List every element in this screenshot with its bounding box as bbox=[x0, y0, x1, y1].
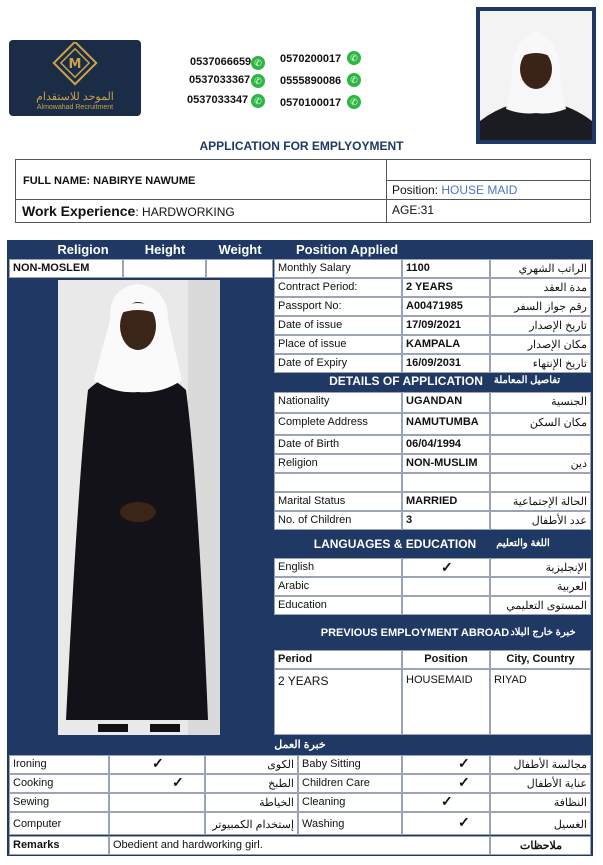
skill-check bbox=[109, 812, 205, 835]
religion-value: NON-MOSLEM bbox=[9, 259, 123, 278]
whatsapp-icon: ✆ bbox=[347, 73, 361, 87]
height-value bbox=[123, 259, 206, 278]
skill-label: Washing bbox=[298, 812, 402, 835]
contract-label-ar: تاريخ الإنتهاء bbox=[490, 354, 591, 373]
position-value: HOUSE MAID bbox=[441, 183, 518, 197]
language-label-ar: الإنجليزية bbox=[490, 558, 591, 577]
contract-label-ar: مدة العقد bbox=[490, 278, 591, 297]
contract-label: Date of issue bbox=[274, 316, 402, 335]
position-applied-header: Position Applied bbox=[295, 242, 399, 257]
weight-value bbox=[206, 259, 273, 278]
logo-latin-text: Almowahad Recruitment bbox=[36, 104, 114, 111]
position-field bbox=[392, 183, 517, 197]
contract-label: Place of issue bbox=[274, 335, 402, 354]
contract-label: Contract Period: bbox=[274, 278, 402, 297]
phone-number: 0570200017 bbox=[280, 53, 342, 65]
form-title: APPLICATION FOR EMPLYOYMENT bbox=[199, 139, 404, 153]
skill-label-ar: مجالسة الأطفال bbox=[490, 755, 591, 774]
prev-period-value: 2 YEARS bbox=[274, 669, 402, 735]
age-value: AGE:31 bbox=[392, 203, 435, 217]
detail-label: Marital Status bbox=[274, 492, 402, 511]
whatsapp-icon: ✆ bbox=[251, 56, 265, 70]
phone-number: 0537033367 bbox=[189, 74, 251, 86]
checkmark-icon: ✓ bbox=[458, 755, 470, 771]
detail-value: 06/04/1994 bbox=[402, 435, 490, 454]
detail-value: 3 bbox=[402, 511, 490, 530]
detail-label-ar: عدد الأطفال bbox=[490, 511, 591, 530]
language-label: English bbox=[274, 558, 402, 577]
prev-period-header: Period bbox=[274, 650, 402, 669]
checkmark-icon: ✓ bbox=[458, 814, 470, 830]
phone-number: 0537066659 bbox=[190, 56, 252, 68]
whatsapp-icon: ✆ bbox=[347, 95, 361, 109]
languages-title: LANGUAGES & EDUCATION bbox=[313, 537, 477, 551]
skill-label: Baby Sitting bbox=[298, 755, 402, 774]
company-logo bbox=[9, 40, 141, 116]
detail-label: Date of Birth bbox=[274, 435, 402, 454]
contract-label-ar: تاريخ الإصدار bbox=[490, 316, 591, 335]
remarks-label-ar: ملاحظات bbox=[490, 836, 591, 855]
whatsapp-icon: ✆ bbox=[251, 94, 265, 108]
skill-label-ar: إستخدام الكمبيوتر bbox=[205, 812, 298, 835]
contract-value: 16/09/2031 bbox=[402, 354, 490, 373]
detail-label-ar bbox=[490, 435, 591, 454]
language-label: Education bbox=[274, 596, 402, 615]
detail-label: Complete Address bbox=[274, 413, 402, 435]
skill-label-ar: الكوى bbox=[205, 755, 298, 774]
previous-employment-title: PREVIOUS EMPLOYMENT ABROAD bbox=[320, 627, 510, 639]
skill-label: Cooking bbox=[9, 774, 109, 793]
skill-check bbox=[402, 774, 490, 793]
logo-arabic-text: الموحد للاستقدام bbox=[36, 91, 114, 103]
skill-label: Computer bbox=[9, 812, 109, 835]
whatsapp-icon: ✆ bbox=[251, 74, 265, 88]
detail-value bbox=[402, 473, 490, 492]
religion-header: Religion bbox=[57, 242, 109, 257]
checkmark-icon: ✓ bbox=[152, 755, 164, 771]
detail-label: No. of Children bbox=[274, 511, 402, 530]
contract-label: Date of Expiry bbox=[274, 354, 402, 373]
prev-city-value: RIYAD bbox=[490, 669, 591, 735]
whatsapp-icon: ✆ bbox=[347, 51, 361, 65]
work-experience-value: : HARDWORKING bbox=[135, 205, 235, 219]
language-check bbox=[402, 577, 490, 596]
detail-label-ar: الحالة الإجتماعية bbox=[490, 492, 591, 511]
contract-value: KAMPALA bbox=[402, 335, 490, 354]
skill-label: Sewing bbox=[9, 793, 109, 812]
contract-value: 2 YEARS bbox=[402, 278, 490, 297]
skill-check bbox=[109, 793, 205, 812]
skill-label: Children Care bbox=[298, 774, 402, 793]
full-body-photo bbox=[58, 280, 220, 735]
previous-employment-title-ar: خبرة خارج البلاد bbox=[510, 627, 576, 638]
contract-label-ar: مكان الإصدار bbox=[490, 335, 591, 354]
work-experience-field bbox=[22, 203, 235, 219]
skill-check bbox=[402, 755, 490, 774]
prev-position-header: Position bbox=[402, 650, 490, 669]
detail-value: NON-MUSLIM bbox=[402, 454, 490, 473]
contract-label: Passport No: bbox=[274, 297, 402, 316]
detail-value: UGANDAN bbox=[402, 392, 490, 413]
detail-label bbox=[274, 473, 402, 492]
full-name-label: FULL NAME: NABIRYE NAWUME bbox=[23, 175, 196, 187]
contract-value: 17/09/2021 bbox=[402, 316, 490, 335]
details-title: DETAILS OF APPLICATION bbox=[329, 374, 483, 388]
logo-emblem-icon bbox=[9, 42, 141, 92]
contract-value: A00471985 bbox=[402, 297, 490, 316]
languages-title-ar: اللغة والتعليم bbox=[496, 538, 550, 549]
prev-position-value: HOUSEMAID bbox=[402, 669, 490, 735]
detail-label-ar: دين bbox=[490, 454, 591, 473]
work-experience-label: Work Experience bbox=[22, 203, 136, 219]
phone-number: 0555890086 bbox=[280, 75, 342, 87]
detail-label: Nationality bbox=[274, 392, 402, 413]
checkmark-icon: ✓ bbox=[172, 774, 184, 790]
checkmark-icon: ✓ bbox=[441, 559, 453, 575]
skill-check bbox=[109, 774, 205, 793]
contract-label-ar: الراتب الشهري bbox=[490, 259, 591, 278]
language-label: Arabic bbox=[274, 577, 402, 596]
detail-label-ar: الجنسية bbox=[490, 392, 591, 413]
detail-label-ar bbox=[490, 473, 591, 492]
remarks-value: Obedient and hardworking girl. bbox=[109, 836, 490, 855]
skill-label-ar: عناية الأطفال bbox=[490, 774, 591, 793]
passport-photo bbox=[476, 7, 596, 144]
detail-label: Religion bbox=[274, 454, 402, 473]
phone-number: 0570100017 bbox=[280, 97, 342, 109]
remarks-label: Remarks bbox=[9, 836, 109, 855]
details-title-ar: تفاصيل المعاملة bbox=[493, 375, 561, 386]
svg-text:M: M bbox=[68, 57, 82, 72]
skill-label: Ironing bbox=[9, 755, 109, 774]
skills-title: خبرة العمل bbox=[274, 739, 326, 751]
phone-number: 0537033347 bbox=[187, 94, 249, 106]
skill-label-ar: الغسيل bbox=[490, 812, 591, 835]
detail-label-ar: مكان السكن bbox=[490, 413, 591, 435]
detail-value: NAMUTUMBA bbox=[402, 413, 490, 435]
contract-value: 1100 bbox=[402, 259, 490, 278]
language-label-ar: المستوى التعليمي bbox=[490, 596, 591, 615]
skill-label-ar: الطبخ bbox=[205, 774, 298, 793]
height-header: Height bbox=[144, 242, 186, 257]
skill-check bbox=[402, 812, 490, 835]
skill-label-ar: الخياطة bbox=[205, 793, 298, 812]
prev-city-header: City, Country bbox=[490, 650, 591, 669]
contract-label-ar: رقم جواز السفر bbox=[490, 297, 591, 316]
contract-label: Monthly Salary bbox=[274, 259, 402, 278]
skill-label-ar: النظافة bbox=[490, 793, 591, 812]
skill-label: Cleaning bbox=[298, 793, 402, 812]
language-label-ar: العربية bbox=[490, 577, 591, 596]
checkmark-icon: ✓ bbox=[458, 774, 470, 790]
weight-header: Weight bbox=[218, 242, 262, 257]
detail-value: MARRIED bbox=[402, 492, 490, 511]
position-label: Position: bbox=[392, 183, 442, 197]
checkmark-icon: ✓ bbox=[441, 793, 453, 809]
language-check bbox=[402, 596, 490, 615]
